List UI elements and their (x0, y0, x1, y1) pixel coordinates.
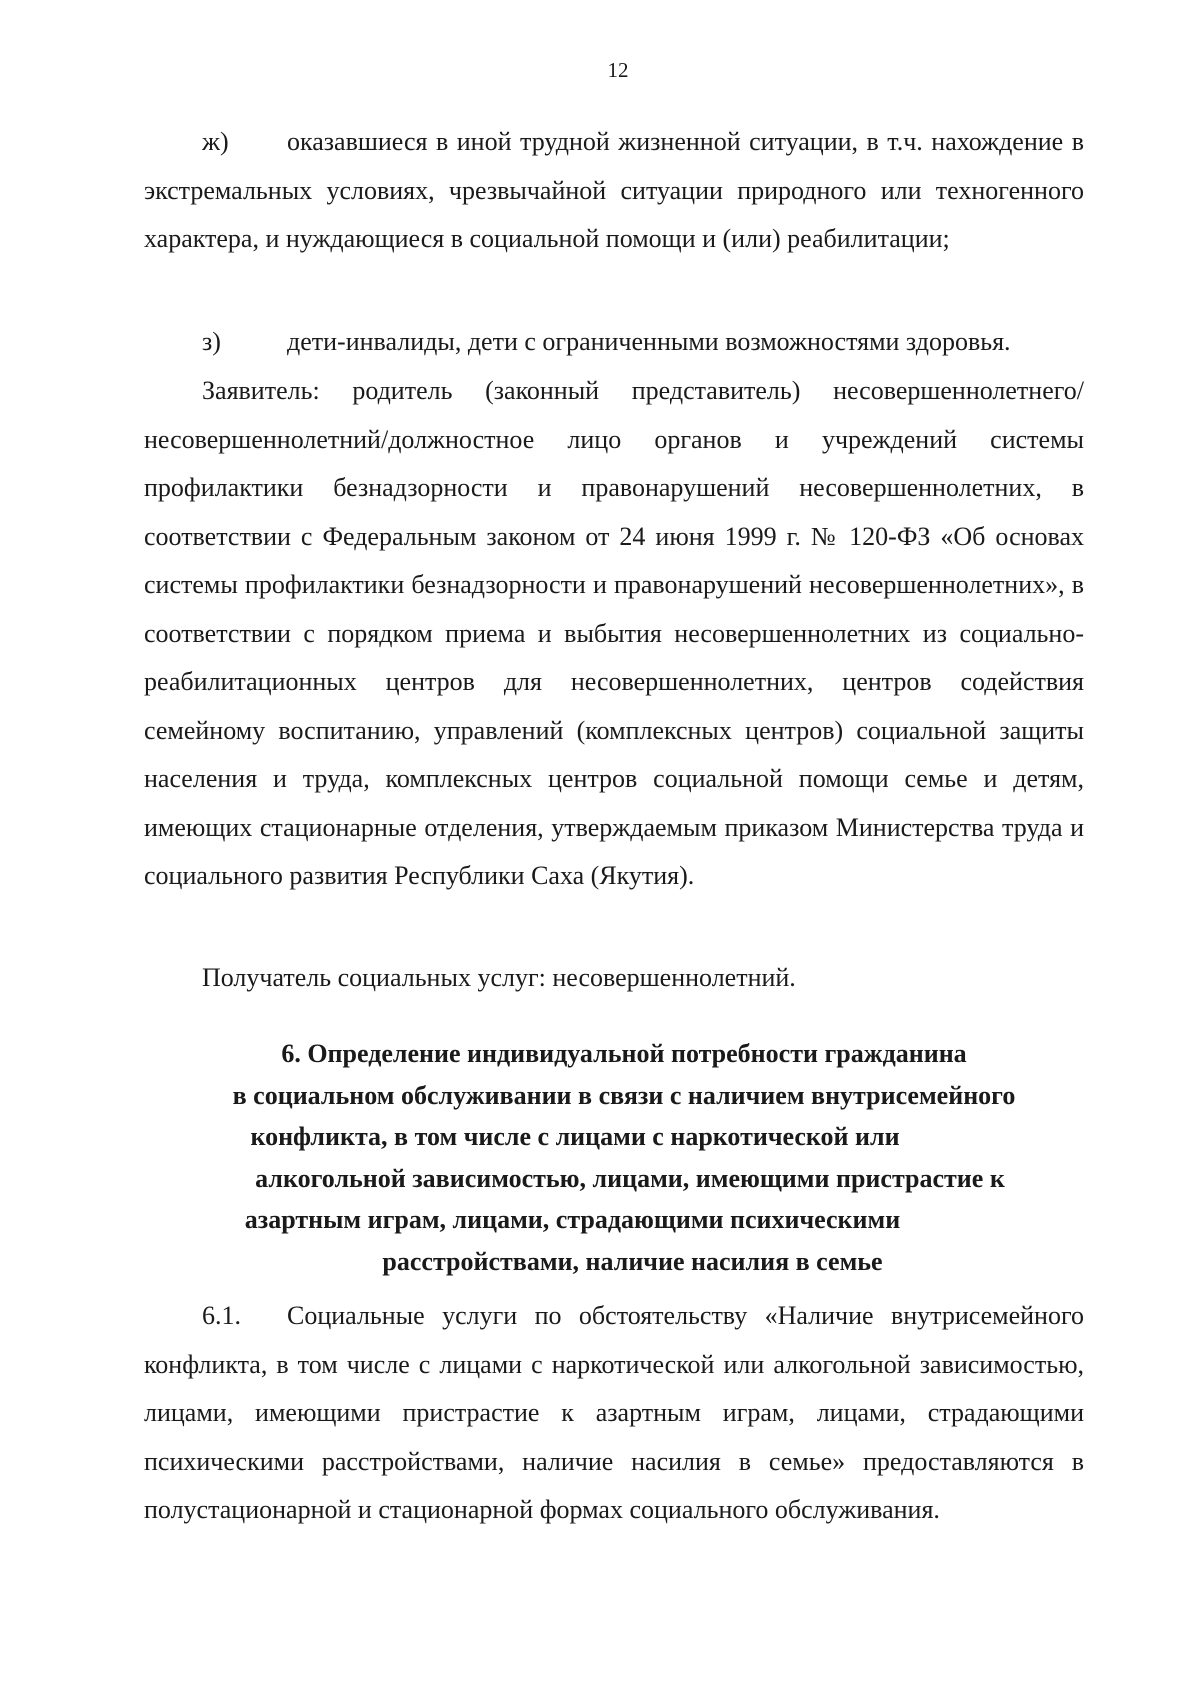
recipient-paragraph: Получатель социальных услуг: несовершеннолетний. (202, 963, 796, 992)
applicant-paragraph: Заявитель: родитель (законный представитель) несовершеннолетнего/ несовершеннолетний/должностное лицо органов и учреждений системы профилактики безнадзорности и правонарушений несовершеннолетних, в соответствии с Федеральным законом от 24 июня 1999 г. № 120-ФЗ «Об основах системы профилактики безнадзорности и правонарушений несовершеннолетних», в соответствии с порядком приема и выбытия несовершеннолетних из социально-реабилитационных центров для несовершеннолетних, центров содействия семейному воспитанию, управлений (комплексных центров) социальной защиты населения и труда, комплексных центров социальной помощи семье и детям, имеющих стационарные отделения, утверждаемым приказом Министерства труда и социального развития Республики Саха (Якутия). (144, 376, 1084, 890)
heading-line: азартным играм, лицами, страдающими психическими (244, 1205, 901, 1234)
clause-6-1 (144, 1292, 1084, 1535)
list-item-zh (144, 118, 1084, 264)
section-heading (190, 1038, 1110, 1277)
list-item-text: оказавшиеся в иной трудной жизненной ситуации, в т.ч. нахождение в экстремальных условиях, чрезвычайной ситуации природного или техногенного характера, и нуждающиеся в социальной помощи и (или) реабилитации; (144, 127, 1084, 253)
heading-line: алкогольной зависимостью, лицами, имеющими пристрастие к (255, 1163, 1005, 1193)
list-marker: ж) (202, 127, 229, 156)
list-item-z (144, 318, 1084, 367)
clause-text: Социальные услуги по обстоятельству «Наличие внутрисемейного конфликта, в том числе с лицами с наркотической или алкогольной зависимостью, лицами, имеющими пристрастие к азартным играм, лицами, страдающими психическими расстройствами, наличие насилия в семье» предоставляются в полустационарной и стационарной формах социального обслуживания. (144, 1301, 1084, 1524)
heading-line: расстройствами, наличие насилия в семье (382, 1246, 883, 1276)
list-item-text: дети-инвалиды, дети с ограниченными возможностями здоровья. (287, 327, 1011, 356)
clause-marker: 6.1. (202, 1301, 241, 1330)
heading-line: 6. Определение индивидуальной потребности гражданина (281, 1039, 967, 1068)
list-marker: з) (202, 327, 221, 356)
page-number: 12 (607, 58, 629, 82)
heading-line: конфликта, в том числе с лицами с наркотической или (250, 1122, 900, 1151)
heading-line: в социальном обслуживании в связи с наличием внутрисемейного (232, 1080, 1016, 1110)
